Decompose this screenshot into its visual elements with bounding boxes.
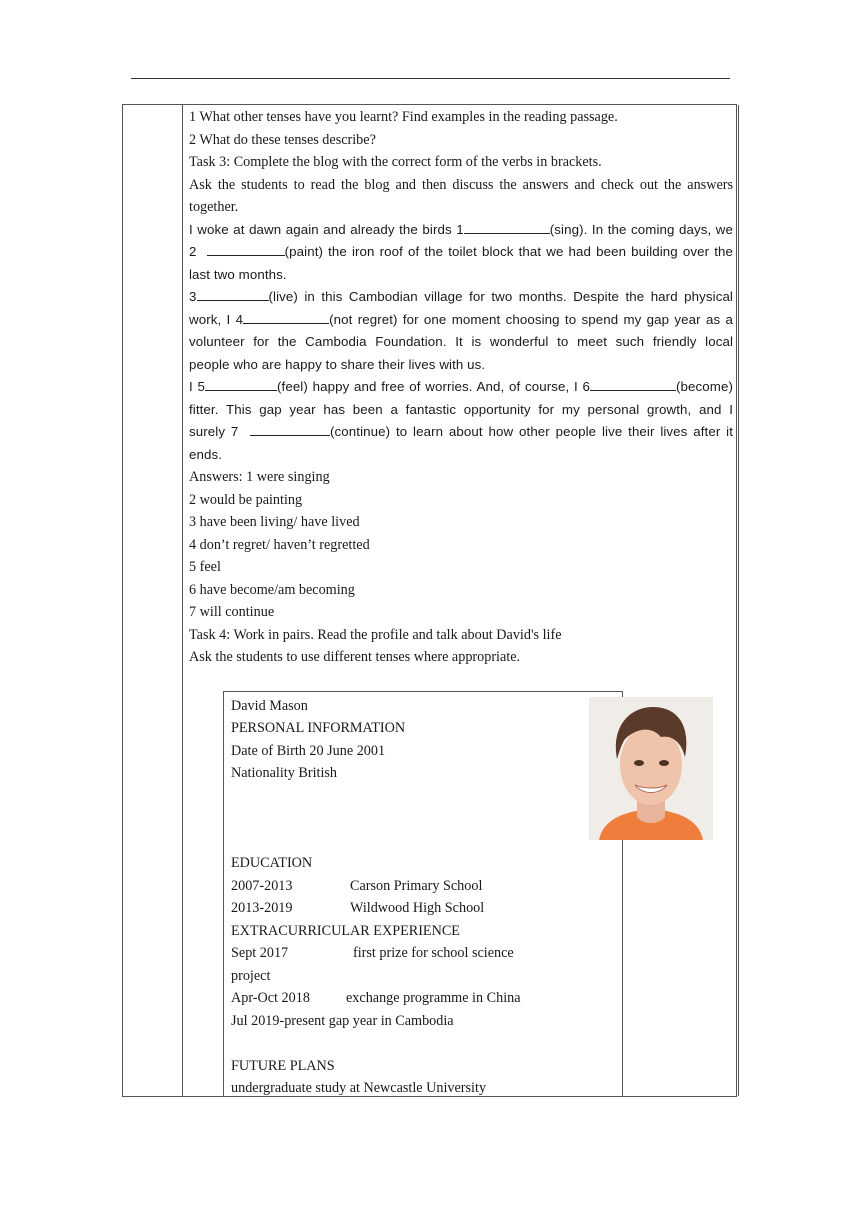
- answer-line: 3 have been living/ have lived: [189, 514, 360, 530]
- blog-line: people who are happy to share their lives with us.: [189, 356, 486, 372]
- blog-line: last two months.: [189, 266, 287, 282]
- blog-line: 3 (live) in this Cambodian village for two months. Despite the hard physical: [189, 289, 733, 304]
- education-item: 2007-2013 Carson Primary School: [231, 878, 483, 894]
- question-2: 2 What do these tenses describe?: [189, 131, 376, 148]
- answer-blank: [205, 377, 277, 391]
- blog-line: I woke at dawn again and already the birds 1 (sing). In the coming days, we: [189, 221, 733, 237]
- answer-line: 2 would be painting: [189, 491, 303, 508]
- extracurricular-heading: EXTRACURRICULAR EXPERIENCE: [231, 923, 460, 939]
- answer-blank: [590, 377, 676, 391]
- profile-card: [223, 691, 623, 1097]
- answer-blank: [207, 242, 285, 256]
- blog-line: work, I 4 (not regret) for one moment choosing to spend my gap year as a: [189, 311, 733, 327]
- answer-blank: [197, 287, 269, 301]
- task-3-instruction-cont: together.: [189, 199, 239, 215]
- date-of-birth: Date of Birth 20 June 2001: [231, 743, 386, 759]
- answer-line: Answers: 1 were singing: [189, 469, 330, 485]
- question-1: 1 What other tenses have you learnt? Find examples in the reading passage.: [189, 109, 618, 125]
- extracurricular-item: Sept 2017 first prize for school science: [231, 945, 514, 961]
- future-plans-item: undergraduate study at Newcastle University: [231, 1080, 487, 1096]
- answer-line: 5 feel: [189, 559, 221, 575]
- column-divider: [182, 105, 183, 1096]
- answer-blank: [464, 220, 550, 234]
- answer-blank: [243, 310, 329, 324]
- answer-blank: [250, 422, 330, 436]
- answer-line: 4 don’t regret/ haven’t regretted: [189, 536, 370, 553]
- profile-name: David Mason: [231, 698, 308, 714]
- lesson-content: [189, 106, 733, 669]
- task-3-instruction: Ask the students to read the blog and then discuss the answers and check out the answers: [189, 176, 733, 193]
- answer-line: 6 have become/am becoming: [189, 581, 355, 598]
- header-rule: [131, 78, 730, 79]
- future-plans-heading: FUTURE PLANS: [231, 1058, 335, 1074]
- task-4-heading: Task 4: Work in pairs. Read the profile and talk about David's life: [189, 626, 562, 643]
- extracurricular-item-cont: project: [231, 968, 271, 984]
- education-heading: EDUCATION: [231, 855, 313, 871]
- blog-line: volunteer for the Cambodia Foundation. It is wonderful to meet such friendly local: [189, 334, 733, 349]
- extracurricular-item: Jul 2019-present gap year in Cambodia: [231, 1013, 454, 1029]
- blog-line: ends.: [189, 446, 223, 462]
- blog-line: fitter. This gap year has been a fantastic opportunity for my personal growth, and I: [189, 401, 733, 417]
- lesson-table: [122, 104, 737, 1097]
- answer-line: 7 will continue: [189, 604, 275, 620]
- profile-photo: [589, 697, 713, 840]
- education-item: 2013-2019 Wildwood High School: [231, 900, 485, 916]
- column-divider: [738, 105, 739, 1096]
- nationality: Nationality British: [231, 765, 338, 781]
- task-4-instruction: Ask the students to use different tenses where appropriate.: [189, 649, 521, 665]
- blog-line: surely 7 (continue) to learn about how other people live their lives after it: [189, 424, 734, 439]
- blog-line: 2 (paint) the iron roof of the toilet block that we had been building over the: [189, 244, 733, 259]
- blog-line: I 5 (feel) happy and free of worries. And, of course, I 6 (become): [189, 379, 733, 394]
- personal-info-heading: PERSONAL INFORMATION: [231, 720, 406, 736]
- task-3-heading: Task 3: Complete the blog with the correct form of the verbs in brackets.: [189, 154, 602, 170]
- extracurricular-item: Apr-Oct 2018 exchange programme in China: [231, 990, 521, 1006]
